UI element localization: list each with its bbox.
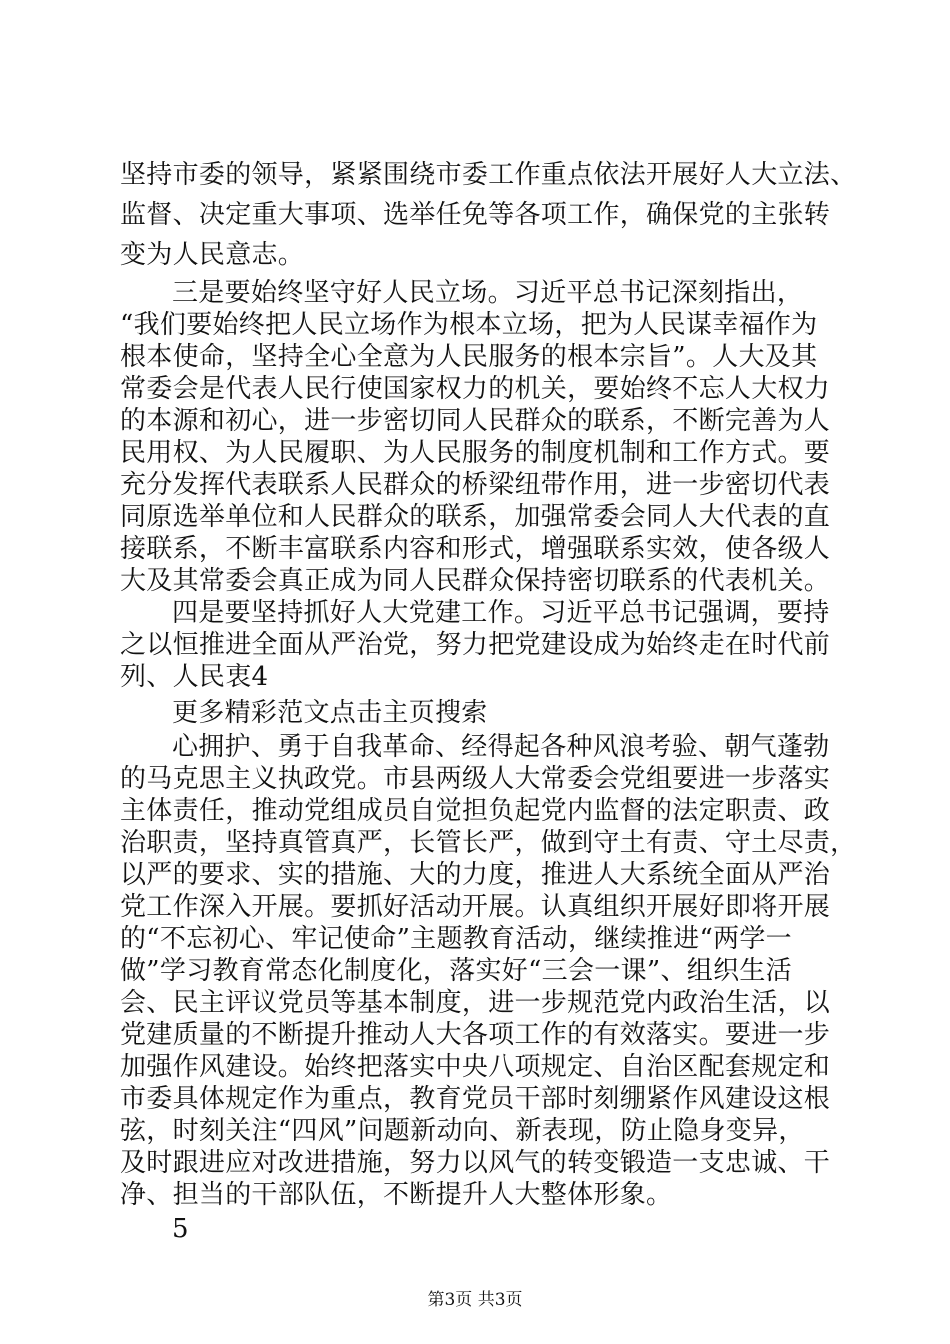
body-line: 的马克思主义执政党。市县两级人大常委会党组要进一步落实 xyxy=(120,764,831,794)
body-line: 变为人民意志。 xyxy=(120,240,305,270)
body-line: 常委会是代表人民行使国家权力的机关，要始终不忘人大权力 xyxy=(120,374,831,404)
body-line: 党工作深入开展。要抓好活动开展。认真组织开展好即将开展 xyxy=(120,892,831,922)
body-line: 弦，时刻关注“四风”问题新动向、新表现，防止隐身变异， xyxy=(120,1116,805,1146)
body-line: 会、民主评议党员等基本制度，进一步规范党内政治生活，以 xyxy=(120,988,831,1018)
body-line: 监督、决定重大事项、选举任免等各项工作，确保党的主张转 xyxy=(120,200,831,230)
body-line: 及时跟进应对改进措施，努力以风气的转变锻造一支忠诚、干 xyxy=(120,1148,831,1178)
body-line: 做”学习教育常态化制度化，落实好“三会一课”、组织生活 xyxy=(120,956,792,986)
paragraph-start-line: 心拥护、勇于自我革命、经得起各种风浪考验、朝气蓬勃 xyxy=(172,732,830,762)
body-line: 同原选举单位和人民群众的联系，加强常委会同人大代表的直 xyxy=(120,502,831,532)
body-line: 治职责，坚持真管真严，长管长严，做到守土有责、守土尽责， xyxy=(120,828,857,858)
body-line: 列、人民衷4 xyxy=(120,662,269,692)
body-line: 党建质量的不断提升推动人大各项工作的有效落实。要进一步 xyxy=(120,1020,831,1050)
body-line: 接联系，不断丰富联系内容和形式，增强联系实效，使各级人 xyxy=(120,534,831,564)
body-line: 大及其常委会真正成为同人民群众保持密切联系的代表机关。 xyxy=(120,566,831,596)
body-line: 之以恒推进全面从严治党，努力把党建设成为始终走在时代前 xyxy=(120,630,831,660)
body-line: 民用权、为人民履职、为人民服务的制度机制和工作方式。要 xyxy=(120,438,831,468)
page-footer: 第3页 共3页 xyxy=(427,1290,523,1310)
body-line: “我们要始终把人民立场作为根本立场，把为人民谋幸福作为 xyxy=(120,310,818,340)
body-line: 的本源和初心，进一步密切同人民群众的联系，不断完善为人 xyxy=(120,406,831,436)
page-number-marker: 5 xyxy=(172,1214,189,1244)
body-line: 的“不忘初心、牢记使命”主题教育活动，继续推进“两学一 xyxy=(120,924,792,954)
body-line: 坚持市委的领导，紧紧围绕市委工作重点依法开展好人大立法、 xyxy=(120,160,857,190)
body-line: 充分发挥代表联系人民群众的桥梁纽带作用，进一步密切代表 xyxy=(120,470,831,500)
promo-note: 更多精彩范文点击主页搜索 xyxy=(172,698,488,728)
body-line: 主体责任，推动党组成员自觉担负起党内监督的法定职责、政 xyxy=(120,796,831,826)
body-line: 根本使命，坚持全心全意为人民服务的根本宗旨”。人大及其 xyxy=(120,342,818,372)
body-line: 净、担当的干部队伍，不断提升人大整体形象。 xyxy=(120,1180,673,1210)
paragraph-start-line: 四是要坚持抓好人大党建工作。习近平总书记强调，要持 xyxy=(172,598,830,628)
paragraph-start-line: 三是要始终坚守好人民立场。习近平总书记深刻指出， xyxy=(172,278,804,308)
body-line: 加强作风建设。始终把落实中央八项规定、自治区配套规定和 xyxy=(120,1052,831,1082)
body-line: 市委具体规定作为重点，教育党员干部时刻绷紧作风建设这根 xyxy=(120,1084,831,1114)
body-line: 以严的要求、实的措施、大的力度，推进人大系统全面从严治 xyxy=(120,860,831,890)
